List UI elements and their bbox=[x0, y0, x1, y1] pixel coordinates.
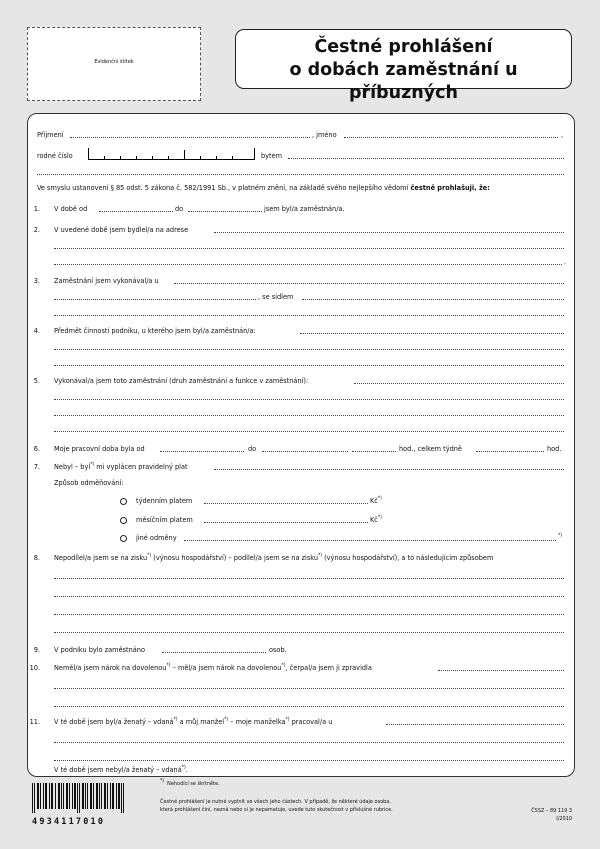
vacation-field[interactable] bbox=[438, 670, 564, 671]
barcode-number: 4934117010 bbox=[32, 817, 106, 827]
intro-text: Ve smyslu ustanovení § 85 odst. 5 zákona č. 582/1991 Sb., v platném znění, na základě svého nejlepšího vědomí čestně prohlašuji, že: bbox=[37, 183, 490, 192]
residence-field-3[interactable] bbox=[54, 264, 562, 265]
item-8: 8. Nepodílel/a jsem se na zisku*) (výnosu hospodářství) – podílel/a jsem se na zisku*) (výnosu hospodářství), a to následujícím způsobem bbox=[33, 552, 494, 562]
vacation-field-2[interactable] bbox=[54, 688, 564, 689]
hours-to-field[interactable] bbox=[262, 451, 348, 452]
weekly-hours-field[interactable] bbox=[476, 451, 544, 452]
footnote: *) Nehodící se škrtněte. bbox=[160, 778, 220, 787]
address-label: bytem bbox=[261, 151, 283, 160]
job-type-field-4[interactable] bbox=[54, 431, 564, 432]
profit-field-4[interactable] bbox=[54, 632, 564, 633]
employer-seat-field[interactable] bbox=[302, 299, 564, 300]
hours-from-field[interactable] bbox=[160, 451, 244, 452]
address-field[interactable] bbox=[288, 158, 564, 159]
employer-field[interactable] bbox=[174, 283, 564, 284]
registration-label-text: Evidenční štítek bbox=[94, 59, 134, 65]
weekly-pay-radio[interactable] bbox=[120, 498, 127, 505]
pay-method-label: Způsob odměňování: bbox=[54, 478, 124, 487]
item-3: 3. Zaměstnání jsem vykonával/a u bbox=[28, 275, 574, 287]
salary-field[interactable] bbox=[214, 469, 564, 470]
date-to-field[interactable] bbox=[188, 211, 262, 212]
employer-seat-field-2[interactable] bbox=[54, 315, 564, 316]
birth-number-field[interactable] bbox=[88, 148, 255, 160]
profit-field-3[interactable] bbox=[54, 614, 564, 615]
profit-field-2[interactable] bbox=[54, 596, 564, 597]
item-2: 2. V uvedené době jsem bydlel/a na adrese bbox=[28, 224, 574, 236]
item-9: 9. V podniku bylo zaměstnáno osob. bbox=[33, 645, 287, 654]
employer-field-2[interactable] bbox=[54, 299, 256, 300]
instructions: Čestné prohlášení je nutné vyplnit ve všech jeho částech. V případě, že některé údaje osoba, která prohlášení činí, nezná nebo si je nepamatuje, uvede tuto skutečnost v příslušné rubrice. bbox=[160, 799, 393, 813]
business-field[interactable] bbox=[300, 333, 564, 334]
profit-field-1[interactable] bbox=[54, 578, 564, 579]
form-code: ČSSZ – 89 119 3 I/2010 bbox=[531, 808, 572, 822]
hours-count-field[interactable] bbox=[352, 451, 396, 452]
vacation-field-3[interactable] bbox=[54, 706, 564, 707]
spouse-employer-field-3[interactable] bbox=[54, 760, 564, 761]
job-type-field-2[interactable] bbox=[54, 399, 564, 400]
item-7: 7. Nebyl – byl*) mi vyplácen pravidelný plat bbox=[28, 461, 574, 473]
surname-row: Příjmení , jméno , bbox=[37, 130, 564, 139]
item-4: 4. Předmět činnosti podniku, u kterého jsem byl/a zaměstnán/a: bbox=[28, 325, 574, 337]
other-pay-option: jiné odměny *) bbox=[28, 532, 574, 544]
residence-field[interactable] bbox=[214, 232, 564, 233]
monthly-pay-field[interactable] bbox=[204, 522, 368, 523]
monthly-pay-radio[interactable] bbox=[120, 517, 127, 524]
intro-row bbox=[28, 182, 574, 194]
item-11: 11. V té době jsem byl/a ženatý – vdaná*) a můj manžel*) – moje manželka*) pracoval/a u bbox=[28, 716, 574, 728]
barcode bbox=[32, 783, 125, 827]
document-title: Čestné prohlášení bbox=[314, 37, 493, 57]
date-from-field[interactable] bbox=[99, 211, 173, 212]
item-10: 10. Neměl/a jsem nárok na dovolenou*) – měl/a jsem nárok na dovolenou*), čerpal/a jsem ji zpravidla bbox=[28, 662, 574, 674]
item-6: 6. Moje pracovní doba byla od do hod., celkem týdně hod. bbox=[33, 444, 562, 453]
spouse-employer-field-2[interactable] bbox=[54, 742, 564, 743]
monthly-pay-option: měsíčním platem Kč*) bbox=[28, 514, 574, 526]
surname-label: Příjmení bbox=[37, 130, 64, 139]
weekly-pay-option: týdenním platem Kč*) bbox=[28, 495, 574, 507]
item-1: 1. V době od do jsem byl/a zaměstnán/a. bbox=[33, 204, 345, 213]
firstname-label: , jméno bbox=[312, 130, 337, 139]
spouse-employer-field[interactable] bbox=[386, 724, 564, 725]
item-5: 5. Vykonával/a jsem toto zaměstnání (druh zaměstnání a funkce v zaměstnání): bbox=[28, 375, 574, 387]
other-pay-radio[interactable] bbox=[120, 535, 127, 542]
residence-field-2[interactable] bbox=[54, 248, 564, 249]
surname-field[interactable] bbox=[70, 137, 310, 138]
address-field-2[interactable] bbox=[37, 174, 564, 175]
job-type-field[interactable] bbox=[354, 383, 564, 384]
firstname-field[interactable] bbox=[344, 137, 558, 138]
registration-label-box bbox=[27, 27, 201, 101]
title-box bbox=[235, 29, 572, 103]
declaration-form: Příjmení , jméno , rodné číslo bytem Ve smyslu ustanovení § 85 odst. 5 zákona č. 582/1991 Sb., v platném znění, na základě svého nejlepšího vědomí čestně prohlašuji, že: 1. V době od do jsem byl/a zaměstnán/a. 2. V uvedené době jsem bydlel/a na adrese . 3. Zaměstnání jsem vykonával/a u , se sídlem 4. Předmět činnosti podniku, u kterého jsem byl/a zaměstnán/a: 5. Vykonával/a jsem toto zaměstnání (druh zaměstnání a funkce v zaměstnání): 6. Moje pracovní doba byla od do hod., celkem týdně hod. 7. Nebyl – byl*) mi vyplácen pravidelný plat Způsob odměňování: týdenním platem Kč*) měsíčním platem Kč*) jiné odměny *) 8. Nepodílel/a jsem se na zisku*) (výnosu hospodářství) – podílel/a jsem se na zisku*) (výnosu hospodářství), a to následujícím způsobem 9. V podniku bylo zaměstnáno osob. 10. Neměl/a jsem nárok na dovolenou*) – měl/a jsem nárok na dovolenou*), čerpal/a jsem ji zpravidla 11. V té době jsem byl/a ženatý – vdaná*) a můj manžel*) – moje manželka*) pracoval/a u V té době jsem nebyl/a ženatý – vdaná*). bbox=[27, 113, 575, 777]
job-type-field-3[interactable] bbox=[54, 415, 564, 416]
business-field-2[interactable] bbox=[54, 349, 564, 350]
birth-number-row bbox=[28, 150, 574, 162]
business-field-3[interactable] bbox=[54, 365, 564, 366]
employee-count-field[interactable] bbox=[162, 652, 266, 653]
birth-number-label: rodné číslo bbox=[37, 151, 73, 160]
weekly-pay-field[interactable] bbox=[204, 503, 368, 504]
other-pay-field[interactable] bbox=[184, 540, 556, 541]
document-subtitle: o dobách zaměstnání u příbuzných bbox=[289, 60, 518, 103]
